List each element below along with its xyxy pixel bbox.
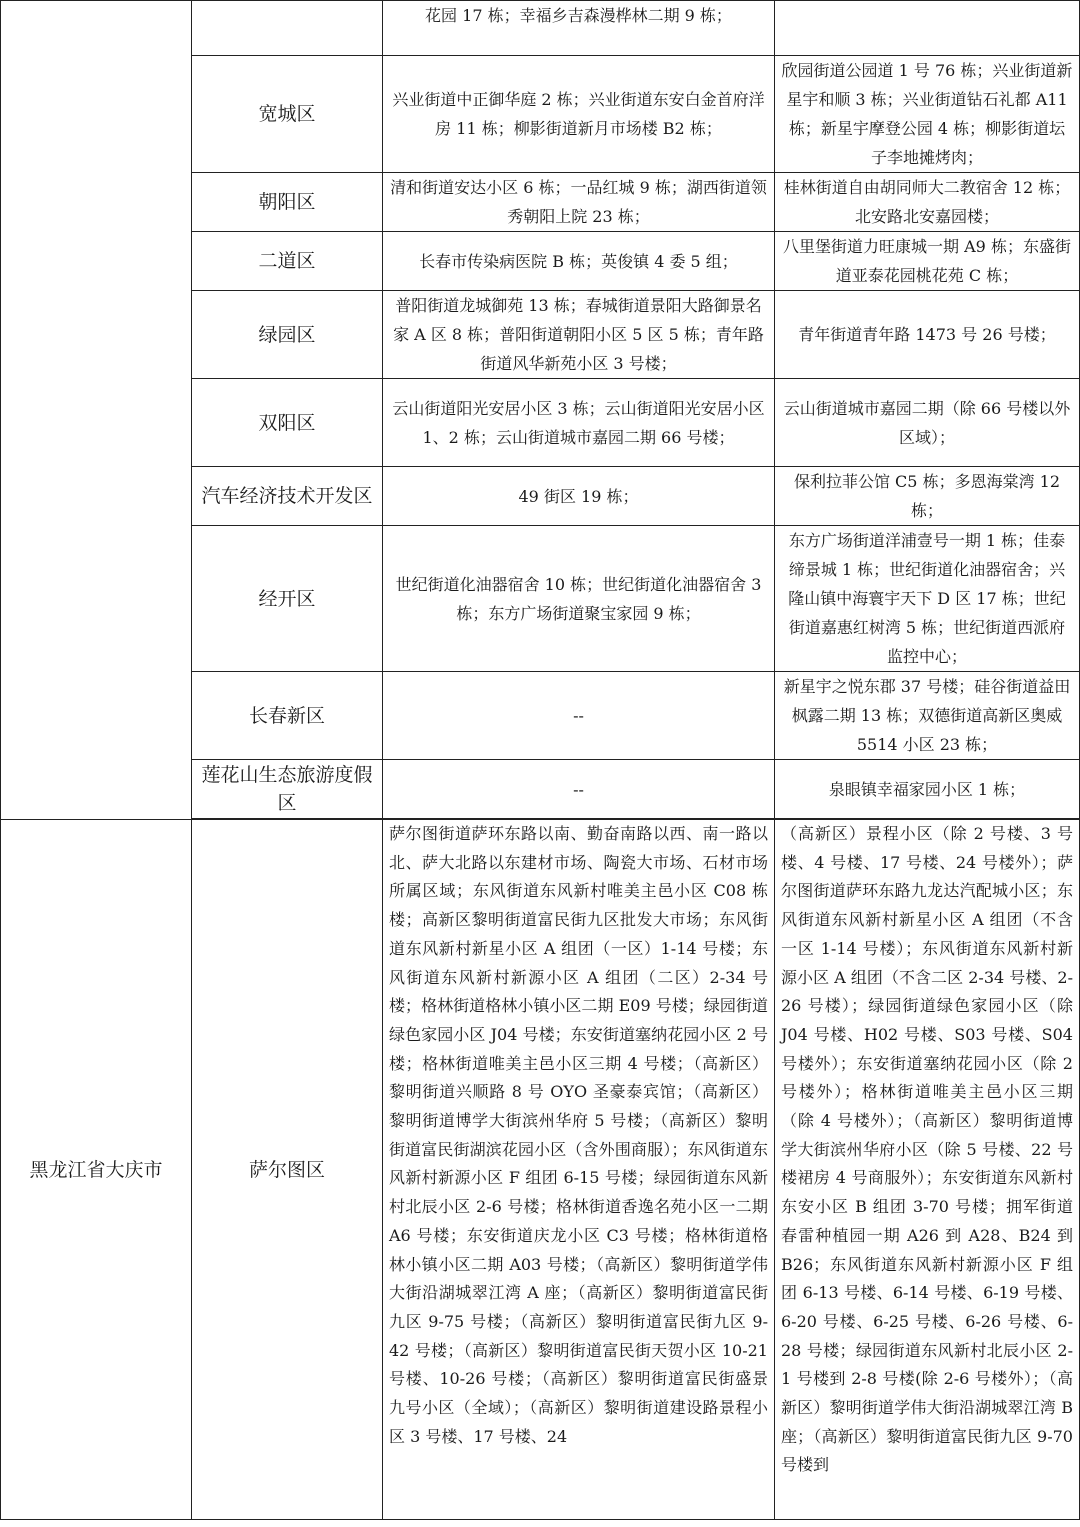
medium-risk-cell: 八里堡街道力旺康城一期 A9 栋；东盛街道亚泰花园桃花苑 C 栋； bbox=[775, 232, 1080, 291]
district-cell: 经开区 bbox=[192, 526, 383, 672]
medium-risk-cell: 青年街道青年路 1473 号 26 号楼； bbox=[775, 291, 1080, 379]
district-cell: 双阳区 bbox=[192, 379, 383, 467]
medium-risk-cell: 东方广场街道洋浦壹号一期 1 栋；佳泰缔景城 1 栋；世纪街道化油器宿舍；兴隆山镇中海寰宇天下 D 区 17 栋；世纪街道嘉惠红树湾 5 栋；世纪街道西派府监控中心； bbox=[775, 526, 1080, 672]
district-cell: 绿园区 bbox=[192, 291, 383, 379]
high-risk-cell: 清和街道安达小区 6 栋；一品红城 9 栋；湖西街道领秀朝阳上院 23 栋； bbox=[383, 173, 775, 232]
medium-risk-cell: （高新区）景程小区（除 2 号楼、3 号楼、4 号楼、17 号楼、24 号楼外）；萨尔图街道萨环东路九龙达汽配城小区；东风街道东风新村新星小区 A 组团（不含一区 1-14 号楼）；东风街道东风新村新源小区 A 组团（不含二区 2-34 号楼、2-26 号楼）；绿园街道绿色家园小区（除 J04 号楼、H02 号楼、S03 号楼、S04 号楼外）；东安街道塞纳花园小区（除 2 号楼外）；格林街道唯美主邑小区三期（除 4 号楼外）；（高新区）黎明街道博学大街滨州华府小区（除 5 号楼、22 号楼裙房 4 号商服外）；东安街道东风新村东安小区 B 组团 3-70 号楼；拥军街道春雷种植园一期 A26 到 A28、B24 到 B26；东风街道东风新村新源小区 F 组团 6-13 号楼、6-14 号楼、6-19 号楼、6-20 号楼、6-25 号楼、6-26 号楼、6-28 号楼；绿园街道东风新村北辰小区 2-1 号楼到 2-8 号楼(除 2-6 号楼外）；（高新区）黎明街道学伟大街沿湖城翠江湾 B 座；（高新区）黎明街道富民街九区 9-70 号楼到 bbox=[775, 820, 1080, 1520]
high-risk-cell: 世纪街道化油器宿舍 10 栋；世纪街道化油器宿舍 3 栋；东方广场街道聚宝家园 9 栋； bbox=[383, 526, 775, 672]
district-cell bbox=[192, 1, 383, 56]
high-risk-cell: 普阳街道龙城御苑 13 栋；春城街道景阳大路御景名家 A 区 8 栋；普阳街道朝阳小区 5 区 5 栋；青年路街道风华新苑小区 3 号楼； bbox=[383, 291, 775, 379]
medium-risk-cell: 桂林街道自由胡同师大二教宿舍 12 栋；北安路北安嘉园楼； bbox=[775, 173, 1080, 232]
high-risk-cell: 兴业街道中正御华庭 2 栋；兴业街道东安白金首府洋房 11 栋；柳影街道新月市场楼 B2 栋； bbox=[383, 56, 775, 173]
medium-risk-cell: 欣园街道公园道 1 号 76 栋；兴业街道新星宇和顺 3 栋；兴业街道钻石礼都 A11 栋；新星宇摩登公园 4 栋；柳影街道坛子李地摊烤肉； bbox=[775, 56, 1080, 173]
high-risk-cell: -- bbox=[383, 760, 775, 819]
medium-risk-cell: 新星宇之悦东郡 37 号楼；硅谷街道益田枫露二期 13 栋；双德街道高新区奥威 5514 小区 23 栋； bbox=[775, 672, 1080, 760]
high-risk-cell: 花园 17 栋；幸福乡吉森漫桦林二期 9 栋； bbox=[383, 1, 775, 56]
high-risk-cell: 长春市传染病医院 B 栋；英俊镇 4 委 5 组； bbox=[383, 232, 775, 291]
medium-risk-cell: 保利拉菲公馆 C5 栋；多恩海棠湾 12 栋； bbox=[775, 467, 1080, 526]
district-cell: 莲花山生态旅游度假区 bbox=[192, 760, 383, 819]
district-cell: 萨尔图区 bbox=[192, 820, 383, 1520]
district-cell: 汽车经济技术开发区 bbox=[192, 467, 383, 526]
district-cell: 二道区 bbox=[192, 232, 383, 291]
high-risk-cell: 云山街道阳光安居小区 3 栋；云山街道阳光安居小区 1、2 栋；云山街道城市嘉园二期 66 号楼； bbox=[383, 379, 775, 467]
high-risk-cell: -- bbox=[383, 672, 775, 760]
table-row bbox=[1, 820, 1080, 1520]
high-risk-cell: 49 街区 19 栋； bbox=[383, 467, 775, 526]
medium-risk-cell: 云山街道城市嘉园二期（除 66 号楼以外区域）； bbox=[775, 379, 1080, 467]
city-cell: 黑龙江省大庆市 bbox=[1, 820, 192, 1520]
district-cell: 朝阳区 bbox=[192, 173, 383, 232]
table-row bbox=[1, 1, 1080, 56]
medium-risk-cell bbox=[775, 1, 1080, 56]
high-risk-cell: 萨尔图街道萨环东路以南、勤奋南路以西、南一路以北、萨大北路以东建材市场、陶瓷大市场、石材市场所属区域；东风街道东风新村唯美主邑小区 C08 栋楼；高新区黎明街道富民街九区批发大市场；东风街道东风新村新星小区 A 组团（一区）1-14 号楼；东风街道东风新村新源小区 A 组团（二区）2-34 号楼；格林街道格林小镇小区二期 E09 号楼；绿园街道绿色家园小区 J04 号楼；东安街道塞纳花园小区 2 号楼；格林街道唯美主邑小区三期 4 号楼；（高新区）黎明街道兴顺路 8 号 OYO 圣豪泰宾馆；（高新区）黎明街道博学大街滨州华府 5 号楼；（高新区）黎明街道富民街湖滨花园小区（含外围商服）；东风街道东风新村新源小区 F 组团 6-15 号楼；绿园街道东风新村北辰小区 2-6 号楼；格林街道香逸名苑小区一二期 A6 号楼；东安街道庆龙小区 C3 号楼；格林街道格林小镇小区二期 A03 号楼；（高新区）黎明街道学伟大街沿湖城翠江湾 A 座；（高新区）黎明街道富民街九区 9-75 号楼；（高新区）黎明街道富民街九区 9-42 号楼；（高新区）黎明街道富民街天贺小区 10-21 号楼、10-26 号楼；（高新区）黎明街道富民街盛景九号小区（全域）；（高新区）黎明街道建设路景程小区 3 号楼、17 号楼、24 bbox=[383, 820, 775, 1520]
district-cell: 宽城区 bbox=[192, 56, 383, 173]
district-cell: 长春新区 bbox=[192, 672, 383, 760]
city-cell bbox=[1, 1, 192, 820]
medium-risk-cell: 泉眼镇幸福家园小区 1 栋； bbox=[775, 760, 1080, 819]
